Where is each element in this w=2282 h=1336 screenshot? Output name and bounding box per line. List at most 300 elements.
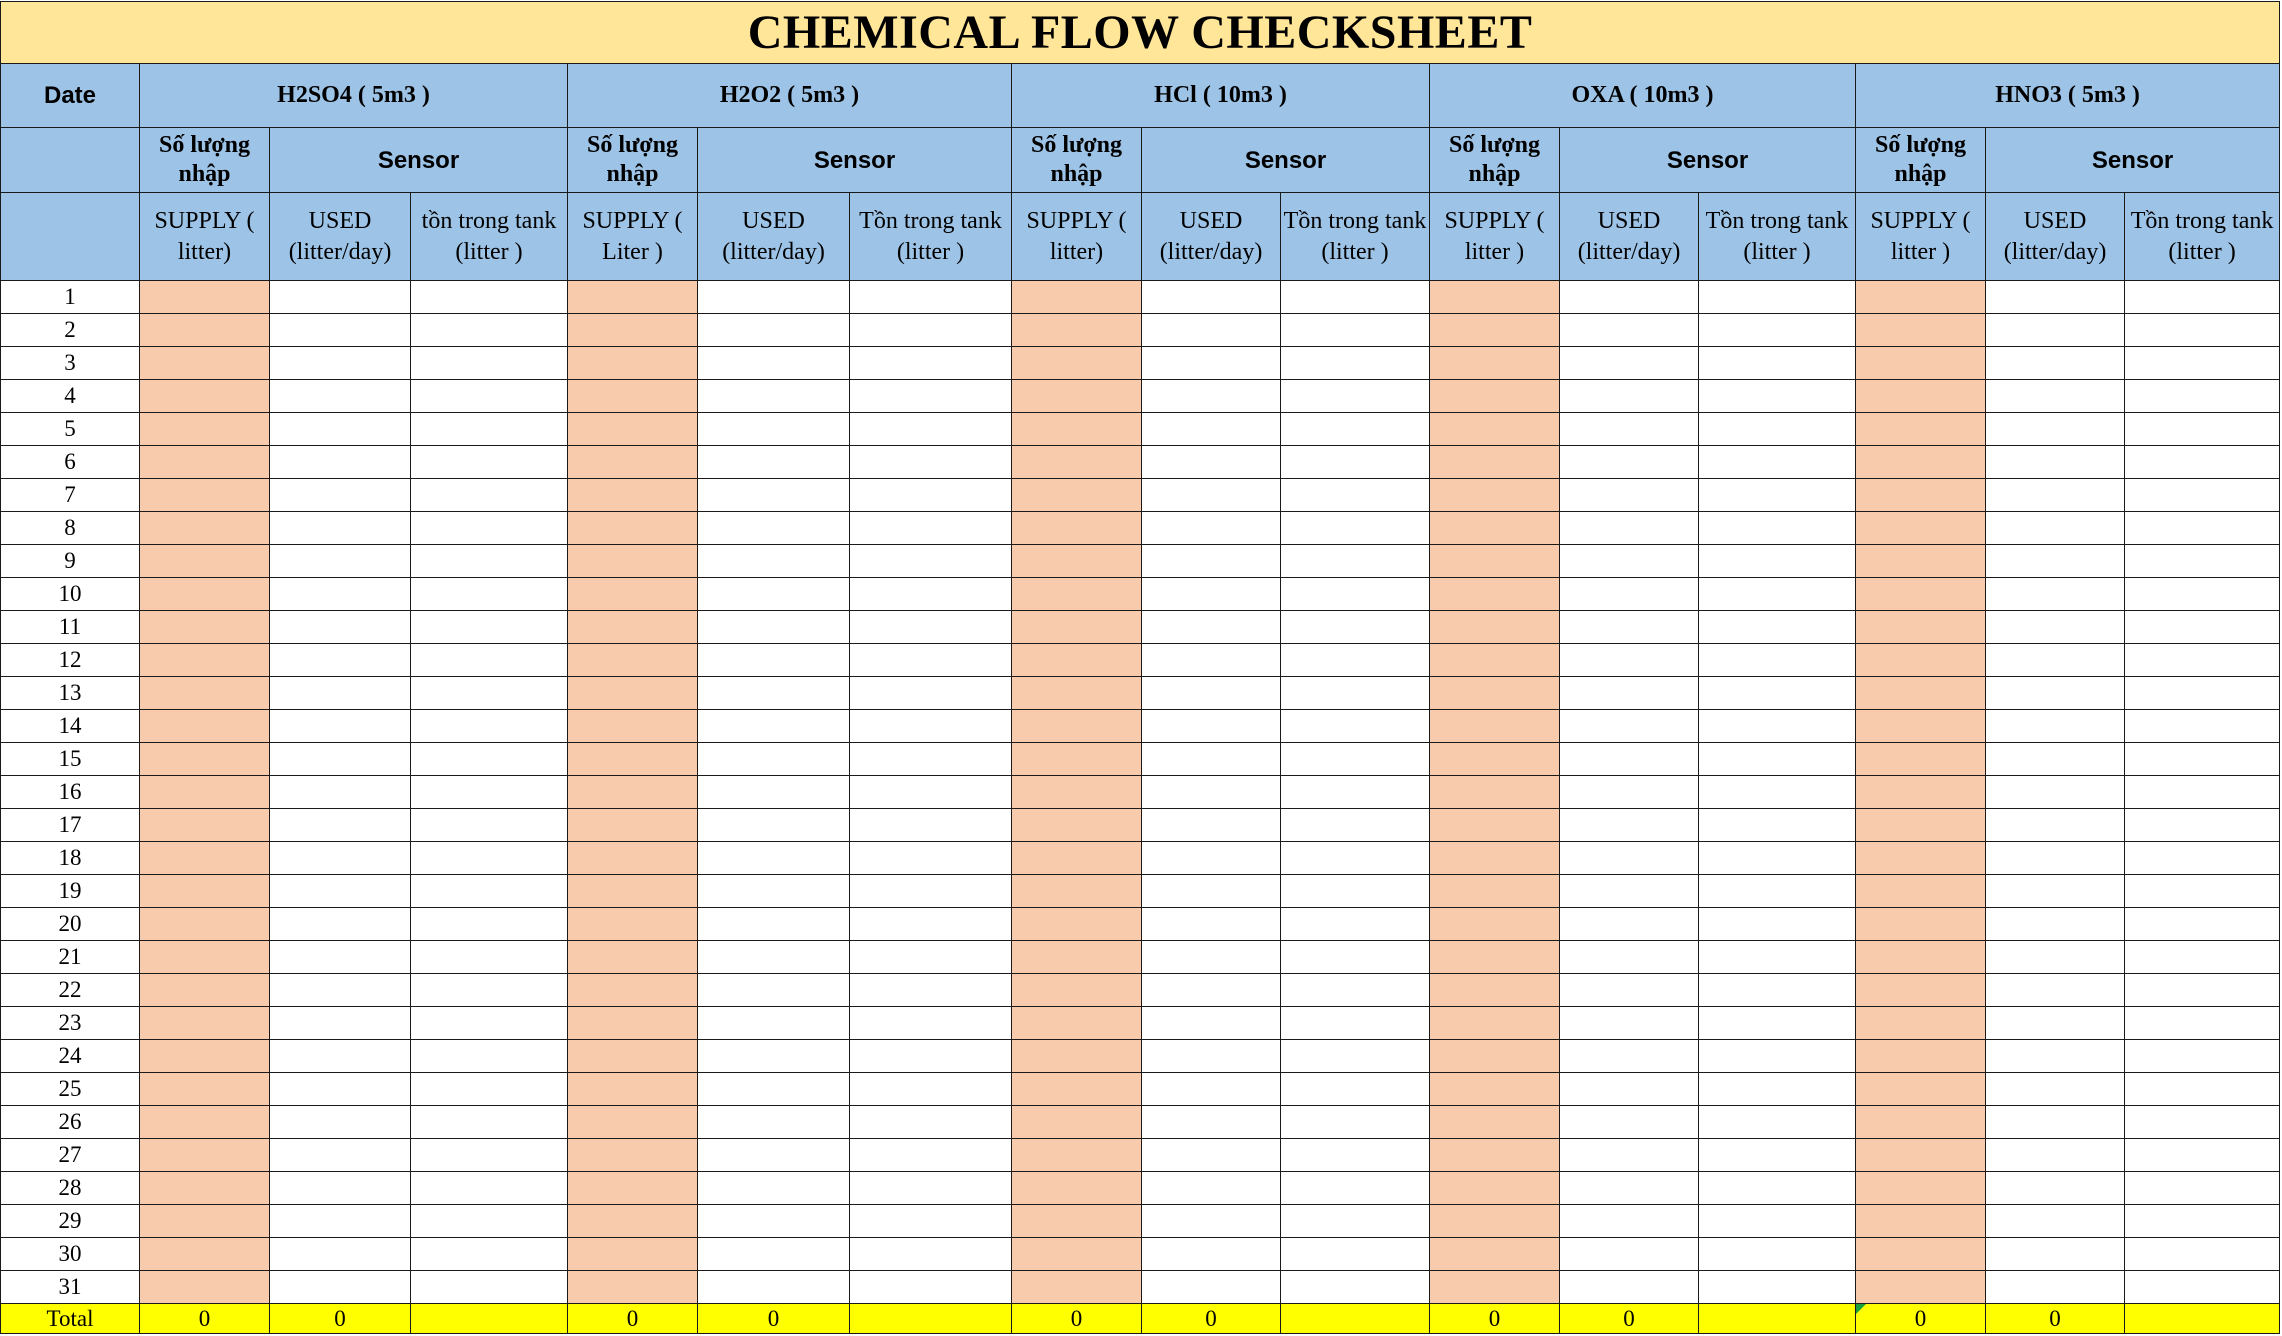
used-cell-h2so4[interactable]	[270, 611, 411, 644]
day-cell[interactable]: 9	[1, 545, 140, 578]
stock-cell-oxa[interactable]	[1699, 908, 1856, 941]
used-cell-h2o2[interactable]	[698, 1040, 850, 1073]
day-cell[interactable]: 28	[1, 1172, 140, 1205]
stock-cell-hno3[interactable]	[2125, 1238, 2280, 1271]
stock-cell-h2so4[interactable]	[411, 545, 568, 578]
stock-cell-hno3[interactable]	[2125, 974, 2280, 1007]
stock-cell-hcl[interactable]	[1281, 347, 1430, 380]
supply-cell-h2o2[interactable]	[568, 1040, 698, 1073]
day-cell[interactable]: 26	[1, 1106, 140, 1139]
supply-cell-oxa[interactable]	[1430, 281, 1560, 314]
total-supply-h2so4[interactable]: 0	[140, 1304, 270, 1334]
stock-cell-oxa[interactable]	[1699, 941, 1856, 974]
used-cell-h2o2[interactable]	[698, 512, 850, 545]
stock-col-header-h2o2[interactable]: Tồn trong tank (litter )	[850, 193, 1012, 281]
stock-cell-h2so4[interactable]	[411, 479, 568, 512]
day-cell[interactable]: 17	[1, 809, 140, 842]
supply-cell-h2so4[interactable]	[140, 1238, 270, 1271]
stock-cell-hno3[interactable]	[2125, 743, 2280, 776]
supply-cell-oxa[interactable]	[1430, 875, 1560, 908]
supply-cell-oxa[interactable]	[1430, 677, 1560, 710]
supply-cell-h2so4[interactable]	[140, 776, 270, 809]
used-cell-hno3[interactable]	[1986, 611, 2125, 644]
stock-cell-hcl[interactable]	[1281, 710, 1430, 743]
used-cell-hcl[interactable]	[1142, 677, 1281, 710]
used-cell-oxa[interactable]	[1560, 413, 1699, 446]
sensor-header-h2so4[interactable]: Sensor	[270, 128, 568, 193]
stock-cell-oxa[interactable]	[1699, 1073, 1856, 1106]
stock-cell-hcl[interactable]	[1281, 545, 1430, 578]
used-col-header-h2o2[interactable]: USED (litter/day)	[698, 193, 850, 281]
stock-cell-oxa[interactable]	[1699, 809, 1856, 842]
stock-col-header-hno3[interactable]: Tồn trong tank (litter )	[2125, 193, 2280, 281]
used-col-header-hcl[interactable]: USED (litter/day)	[1142, 193, 1281, 281]
used-cell-oxa[interactable]	[1560, 1106, 1699, 1139]
supply-cell-h2o2[interactable]	[568, 842, 698, 875]
used-cell-hno3[interactable]	[1986, 1073, 2125, 1106]
stock-cell-hno3[interactable]	[2125, 1139, 2280, 1172]
used-cell-h2so4[interactable]	[270, 1073, 411, 1106]
stock-cell-h2so4[interactable]	[411, 776, 568, 809]
stock-cell-h2so4[interactable]	[411, 1007, 568, 1040]
used-cell-oxa[interactable]	[1560, 512, 1699, 545]
stock-cell-hno3[interactable]	[2125, 1073, 2280, 1106]
supply-cell-hno3[interactable]	[1856, 281, 1986, 314]
stock-cell-oxa[interactable]	[1699, 611, 1856, 644]
day-cell[interactable]: 1	[1, 281, 140, 314]
supply-cell-oxa[interactable]	[1430, 1073, 1560, 1106]
supply-cell-h2so4[interactable]	[140, 1007, 270, 1040]
supply-cell-h2o2[interactable]	[568, 908, 698, 941]
supply-cell-hno3[interactable]	[1856, 974, 1986, 1007]
used-cell-hcl[interactable]	[1142, 842, 1281, 875]
supply-cell-h2so4[interactable]	[140, 1172, 270, 1205]
supply-cell-h2so4[interactable]	[140, 710, 270, 743]
stock-cell-h2so4[interactable]	[411, 809, 568, 842]
supply-cell-h2so4[interactable]	[140, 446, 270, 479]
used-cell-h2so4[interactable]	[270, 1172, 411, 1205]
stock-cell-hcl[interactable]	[1281, 611, 1430, 644]
used-cell-h2o2[interactable]	[698, 413, 850, 446]
supply-cell-h2o2[interactable]	[568, 281, 698, 314]
total-stock-oxa[interactable]	[1699, 1304, 1856, 1334]
supply-cell-hcl[interactable]	[1012, 1205, 1142, 1238]
stock-cell-h2so4[interactable]	[411, 1073, 568, 1106]
total-label[interactable]: Total	[1, 1304, 140, 1334]
supply-cell-hcl[interactable]	[1012, 743, 1142, 776]
supply-cell-h2o2[interactable]	[568, 1205, 698, 1238]
supply-cell-hno3[interactable]	[1856, 1007, 1986, 1040]
stock-cell-h2so4[interactable]	[411, 974, 568, 1007]
supply-col-header-hcl[interactable]: SUPPLY ( litter)	[1012, 193, 1142, 281]
day-cell[interactable]: 8	[1, 512, 140, 545]
stock-cell-h2so4[interactable]	[411, 908, 568, 941]
used-cell-oxa[interactable]	[1560, 1271, 1699, 1304]
supply-cell-h2o2[interactable]	[568, 875, 698, 908]
stock-cell-hno3[interactable]	[2125, 413, 2280, 446]
stock-cell-hcl[interactable]	[1281, 1271, 1430, 1304]
supply-cell-hno3[interactable]	[1856, 1238, 1986, 1271]
supply-cell-hcl[interactable]	[1012, 908, 1142, 941]
day-cell[interactable]: 20	[1, 908, 140, 941]
supply-cell-hno3[interactable]	[1856, 512, 1986, 545]
used-cell-oxa[interactable]	[1560, 908, 1699, 941]
used-cell-hno3[interactable]	[1986, 1007, 2125, 1040]
supply-cell-hcl[interactable]	[1012, 974, 1142, 1007]
used-cell-h2o2[interactable]	[698, 710, 850, 743]
stock-cell-h2o2[interactable]	[850, 446, 1012, 479]
stock-cell-oxa[interactable]	[1699, 479, 1856, 512]
stock-cell-h2o2[interactable]	[850, 941, 1012, 974]
stock-cell-hno3[interactable]	[2125, 512, 2280, 545]
used-cell-h2so4[interactable]	[270, 1238, 411, 1271]
supply-cell-hcl[interactable]	[1012, 1073, 1142, 1106]
date-subheader-blank-2[interactable]	[1, 193, 140, 281]
supply-cell-oxa[interactable]	[1430, 1271, 1560, 1304]
supply-cell-h2so4[interactable]	[140, 512, 270, 545]
total-used-hcl[interactable]: 0	[1142, 1304, 1281, 1334]
stock-cell-hcl[interactable]	[1281, 380, 1430, 413]
supply-cell-h2o2[interactable]	[568, 314, 698, 347]
used-cell-h2so4[interactable]	[270, 380, 411, 413]
stock-cell-hno3[interactable]	[2125, 644, 2280, 677]
sensor-header-h2o2[interactable]: Sensor	[698, 128, 1012, 193]
used-cell-hcl[interactable]	[1142, 743, 1281, 776]
stock-cell-hcl[interactable]	[1281, 1238, 1430, 1271]
stock-cell-hno3[interactable]	[2125, 314, 2280, 347]
stock-cell-h2so4[interactable]	[411, 578, 568, 611]
stock-cell-oxa[interactable]	[1699, 776, 1856, 809]
used-cell-h2so4[interactable]	[270, 677, 411, 710]
stock-cell-h2o2[interactable]	[850, 314, 1012, 347]
stock-cell-h2so4[interactable]	[411, 1205, 568, 1238]
used-cell-hno3[interactable]	[1986, 809, 2125, 842]
supply-cell-oxa[interactable]	[1430, 941, 1560, 974]
day-cell[interactable]: 19	[1, 875, 140, 908]
supply-cell-oxa[interactable]	[1430, 1238, 1560, 1271]
used-cell-hno3[interactable]	[1986, 644, 2125, 677]
stock-cell-h2so4[interactable]	[411, 1139, 568, 1172]
stock-cell-hno3[interactable]	[2125, 347, 2280, 380]
used-cell-h2o2[interactable]	[698, 677, 850, 710]
stock-cell-hno3[interactable]	[2125, 809, 2280, 842]
used-cell-hno3[interactable]	[1986, 974, 2125, 1007]
stock-cell-h2so4[interactable]	[411, 1106, 568, 1139]
total-used-h2so4[interactable]: 0	[270, 1304, 411, 1334]
stock-cell-oxa[interactable]	[1699, 413, 1856, 446]
supply-cell-h2so4[interactable]	[140, 281, 270, 314]
chemical-header-h2so4[interactable]: H2SO4 ( 5m3 )	[140, 64, 568, 128]
supply-cell-hcl[interactable]	[1012, 314, 1142, 347]
total-used-h2o2[interactable]: 0	[698, 1304, 850, 1334]
total-stock-hcl[interactable]	[1281, 1304, 1430, 1334]
supply-cell-oxa[interactable]	[1430, 842, 1560, 875]
used-cell-hno3[interactable]	[1986, 512, 2125, 545]
used-cell-h2so4[interactable]	[270, 710, 411, 743]
stock-cell-h2so4[interactable]	[411, 941, 568, 974]
used-cell-h2so4[interactable]	[270, 545, 411, 578]
stock-cell-h2o2[interactable]	[850, 1172, 1012, 1205]
stock-cell-hcl[interactable]	[1281, 1139, 1430, 1172]
supply-cell-oxa[interactable]	[1430, 776, 1560, 809]
used-cell-h2o2[interactable]	[698, 941, 850, 974]
stock-cell-oxa[interactable]	[1699, 446, 1856, 479]
used-cell-h2so4[interactable]	[270, 809, 411, 842]
supply-cell-oxa[interactable]	[1430, 1040, 1560, 1073]
supply-cell-h2o2[interactable]	[568, 1172, 698, 1205]
stock-cell-h2so4[interactable]	[411, 710, 568, 743]
stock-cell-h2so4[interactable]	[411, 1271, 568, 1304]
stock-col-header-oxa[interactable]: Tồn trong tank (litter )	[1699, 193, 1856, 281]
supply-cell-oxa[interactable]	[1430, 446, 1560, 479]
supply-cell-oxa[interactable]	[1430, 1172, 1560, 1205]
supply-cell-h2o2[interactable]	[568, 380, 698, 413]
used-cell-oxa[interactable]	[1560, 677, 1699, 710]
supply-cell-hno3[interactable]	[1856, 1271, 1986, 1304]
used-cell-hno3[interactable]	[1986, 776, 2125, 809]
used-cell-hno3[interactable]	[1986, 842, 2125, 875]
used-cell-hno3[interactable]	[1986, 380, 2125, 413]
stock-cell-hcl[interactable]	[1281, 941, 1430, 974]
date-header[interactable]: Date	[1, 64, 140, 128]
stock-cell-hcl[interactable]	[1281, 1040, 1430, 1073]
stock-cell-h2so4[interactable]	[411, 743, 568, 776]
used-cell-h2o2[interactable]	[698, 644, 850, 677]
used-cell-h2so4[interactable]	[270, 1205, 411, 1238]
used-cell-hcl[interactable]	[1142, 941, 1281, 974]
stock-cell-h2o2[interactable]	[850, 578, 1012, 611]
supply-cell-h2o2[interactable]	[568, 1007, 698, 1040]
stock-cell-h2o2[interactable]	[850, 842, 1012, 875]
total-stock-h2so4[interactable]	[411, 1304, 568, 1334]
used-cell-hno3[interactable]	[1986, 677, 2125, 710]
stock-cell-oxa[interactable]	[1699, 1007, 1856, 1040]
used-cell-h2o2[interactable]	[698, 545, 850, 578]
stock-cell-hcl[interactable]	[1281, 479, 1430, 512]
supply-cell-h2o2[interactable]	[568, 578, 698, 611]
stock-cell-oxa[interactable]	[1699, 842, 1856, 875]
stock-cell-hcl[interactable]	[1281, 809, 1430, 842]
used-cell-h2o2[interactable]	[698, 314, 850, 347]
total-supply-h2o2[interactable]: 0	[568, 1304, 698, 1334]
used-cell-oxa[interactable]	[1560, 446, 1699, 479]
stock-cell-hno3[interactable]	[2125, 875, 2280, 908]
used-cell-h2o2[interactable]	[698, 281, 850, 314]
stock-cell-h2so4[interactable]	[411, 644, 568, 677]
supply-cell-hcl[interactable]	[1012, 1172, 1142, 1205]
used-cell-hcl[interactable]	[1142, 974, 1281, 1007]
supply-cell-hcl[interactable]	[1012, 941, 1142, 974]
used-cell-hno3[interactable]	[1986, 1271, 2125, 1304]
day-cell[interactable]: 3	[1, 347, 140, 380]
sensor-header-oxa[interactable]: Sensor	[1560, 128, 1856, 193]
used-cell-hno3[interactable]	[1986, 479, 2125, 512]
supply-cell-hcl[interactable]	[1012, 413, 1142, 446]
supply-cell-h2o2[interactable]	[568, 512, 698, 545]
used-cell-h2o2[interactable]	[698, 347, 850, 380]
used-cell-h2o2[interactable]	[698, 1073, 850, 1106]
supply-cell-hno3[interactable]	[1856, 1205, 1986, 1238]
used-cell-oxa[interactable]	[1560, 644, 1699, 677]
supply-cell-hcl[interactable]	[1012, 611, 1142, 644]
supply-cell-hno3[interactable]	[1856, 875, 1986, 908]
day-cell[interactable]: 23	[1, 1007, 140, 1040]
used-cell-h2so4[interactable]	[270, 908, 411, 941]
supply-cell-hno3[interactable]	[1856, 1172, 1986, 1205]
day-cell[interactable]: 11	[1, 611, 140, 644]
sheet-title[interactable]: CHEMICAL FLOW CHECKSHEET	[1, 2, 2280, 64]
used-cell-oxa[interactable]	[1560, 545, 1699, 578]
used-cell-oxa[interactable]	[1560, 941, 1699, 974]
used-cell-hcl[interactable]	[1142, 1106, 1281, 1139]
supply-cell-hcl[interactable]	[1012, 1238, 1142, 1271]
used-cell-hcl[interactable]	[1142, 479, 1281, 512]
supply-col-header-hno3[interactable]: SUPPLY ( litter )	[1856, 193, 1986, 281]
day-cell[interactable]: 22	[1, 974, 140, 1007]
stock-cell-h2o2[interactable]	[850, 1271, 1012, 1304]
chemical-header-hno3[interactable]: HNO3 ( 5m3 )	[1856, 64, 2280, 128]
supply-cell-h2so4[interactable]	[140, 1139, 270, 1172]
supply-cell-hno3[interactable]	[1856, 413, 1986, 446]
used-cell-h2so4[interactable]	[270, 413, 411, 446]
supply-cell-hcl[interactable]	[1012, 1007, 1142, 1040]
stock-cell-hno3[interactable]	[2125, 710, 2280, 743]
supply-cell-h2so4[interactable]	[140, 413, 270, 446]
used-cell-hcl[interactable]	[1142, 611, 1281, 644]
supply-cell-h2o2[interactable]	[568, 743, 698, 776]
supply-cell-h2so4[interactable]	[140, 677, 270, 710]
stock-cell-oxa[interactable]	[1699, 314, 1856, 347]
used-cell-h2so4[interactable]	[270, 479, 411, 512]
used-cell-h2so4[interactable]	[270, 842, 411, 875]
used-cell-hcl[interactable]	[1142, 710, 1281, 743]
used-cell-h2so4[interactable]	[270, 875, 411, 908]
stock-cell-hno3[interactable]	[2125, 545, 2280, 578]
stock-cell-h2so4[interactable]	[411, 875, 568, 908]
supply-cell-h2so4[interactable]	[140, 479, 270, 512]
supply-cell-hcl[interactable]	[1012, 776, 1142, 809]
used-cell-hcl[interactable]	[1142, 347, 1281, 380]
stock-cell-h2o2[interactable]	[850, 710, 1012, 743]
stock-cell-h2o2[interactable]	[850, 1205, 1012, 1238]
supply-cell-hno3[interactable]	[1856, 347, 1986, 380]
stock-cell-h2o2[interactable]	[850, 380, 1012, 413]
used-cell-oxa[interactable]	[1560, 1205, 1699, 1238]
stock-cell-h2so4[interactable]	[411, 1172, 568, 1205]
used-cell-h2o2[interactable]	[698, 1205, 850, 1238]
stock-cell-hcl[interactable]	[1281, 974, 1430, 1007]
chemical-header-oxa[interactable]: OXA ( 10m3 )	[1430, 64, 1856, 128]
supply-cell-h2so4[interactable]	[140, 842, 270, 875]
supply-cell-h2o2[interactable]	[568, 413, 698, 446]
supply-cell-hno3[interactable]	[1856, 314, 1986, 347]
supply-cell-hno3[interactable]	[1856, 809, 1986, 842]
supply-cell-hno3[interactable]	[1856, 479, 1986, 512]
used-cell-hcl[interactable]	[1142, 1007, 1281, 1040]
stock-cell-hcl[interactable]	[1281, 677, 1430, 710]
stock-cell-h2o2[interactable]	[850, 743, 1012, 776]
used-cell-hno3[interactable]	[1986, 743, 2125, 776]
used-cell-hcl[interactable]	[1142, 578, 1281, 611]
stock-cell-oxa[interactable]	[1699, 578, 1856, 611]
used-cell-hcl[interactable]	[1142, 413, 1281, 446]
used-cell-hcl[interactable]	[1142, 512, 1281, 545]
qty-in-header-oxa[interactable]: Số lượng nhập	[1430, 128, 1560, 193]
stock-cell-h2o2[interactable]	[850, 512, 1012, 545]
supply-cell-hcl[interactable]	[1012, 1139, 1142, 1172]
supply-cell-hno3[interactable]	[1856, 611, 1986, 644]
used-cell-hcl[interactable]	[1142, 1205, 1281, 1238]
day-cell[interactable]: 18	[1, 842, 140, 875]
stock-col-header-h2so4[interactable]: tồn trong tank (litter )	[411, 193, 568, 281]
stock-cell-h2so4[interactable]	[411, 1238, 568, 1271]
used-cell-oxa[interactable]	[1560, 1139, 1699, 1172]
supply-cell-h2so4[interactable]	[140, 974, 270, 1007]
stock-cell-h2so4[interactable]	[411, 611, 568, 644]
day-cell[interactable]: 31	[1, 1271, 140, 1304]
stock-cell-hcl[interactable]	[1281, 908, 1430, 941]
used-cell-hcl[interactable]	[1142, 1238, 1281, 1271]
stock-cell-h2o2[interactable]	[850, 479, 1012, 512]
supply-cell-oxa[interactable]	[1430, 1139, 1560, 1172]
supply-cell-hcl[interactable]	[1012, 710, 1142, 743]
supply-cell-h2so4[interactable]	[140, 611, 270, 644]
supply-cell-hcl[interactable]	[1012, 281, 1142, 314]
supply-cell-h2so4[interactable]	[140, 380, 270, 413]
supply-cell-oxa[interactable]	[1430, 512, 1560, 545]
used-cell-h2o2[interactable]	[698, 875, 850, 908]
used-cell-oxa[interactable]	[1560, 809, 1699, 842]
supply-cell-hno3[interactable]	[1856, 842, 1986, 875]
day-cell[interactable]: 24	[1, 1040, 140, 1073]
stock-cell-hno3[interactable]	[2125, 1172, 2280, 1205]
used-cell-h2so4[interactable]	[270, 578, 411, 611]
supply-cell-h2o2[interactable]	[568, 1139, 698, 1172]
used-cell-hcl[interactable]	[1142, 1271, 1281, 1304]
supply-cell-h2so4[interactable]	[140, 578, 270, 611]
used-cell-hno3[interactable]	[1986, 1139, 2125, 1172]
stock-cell-hcl[interactable]	[1281, 1073, 1430, 1106]
stock-cell-h2o2[interactable]	[850, 908, 1012, 941]
used-cell-hcl[interactable]	[1142, 1073, 1281, 1106]
used-cell-hno3[interactable]	[1986, 1205, 2125, 1238]
used-cell-h2o2[interactable]	[698, 611, 850, 644]
supply-cell-hcl[interactable]	[1012, 446, 1142, 479]
supply-cell-hno3[interactable]	[1856, 710, 1986, 743]
stock-cell-h2o2[interactable]	[850, 776, 1012, 809]
used-cell-hno3[interactable]	[1986, 875, 2125, 908]
day-cell[interactable]: 29	[1, 1205, 140, 1238]
used-cell-oxa[interactable]	[1560, 1040, 1699, 1073]
used-cell-h2o2[interactable]	[698, 776, 850, 809]
day-cell[interactable]: 4	[1, 380, 140, 413]
stock-cell-oxa[interactable]	[1699, 974, 1856, 1007]
stock-cell-oxa[interactable]	[1699, 875, 1856, 908]
used-cell-h2o2[interactable]	[698, 578, 850, 611]
used-cell-h2so4[interactable]	[270, 512, 411, 545]
day-cell[interactable]: 13	[1, 677, 140, 710]
used-cell-hno3[interactable]	[1986, 578, 2125, 611]
used-cell-h2o2[interactable]	[698, 809, 850, 842]
supply-cell-oxa[interactable]	[1430, 710, 1560, 743]
sensor-header-hcl[interactable]: Sensor	[1142, 128, 1430, 193]
stock-cell-hno3[interactable]	[2125, 446, 2280, 479]
supply-cell-oxa[interactable]	[1430, 611, 1560, 644]
stock-cell-oxa[interactable]	[1699, 545, 1856, 578]
total-stock-hno3[interactable]	[2125, 1304, 2280, 1334]
stock-cell-h2o2[interactable]	[850, 875, 1012, 908]
supply-cell-h2o2[interactable]	[568, 1271, 698, 1304]
